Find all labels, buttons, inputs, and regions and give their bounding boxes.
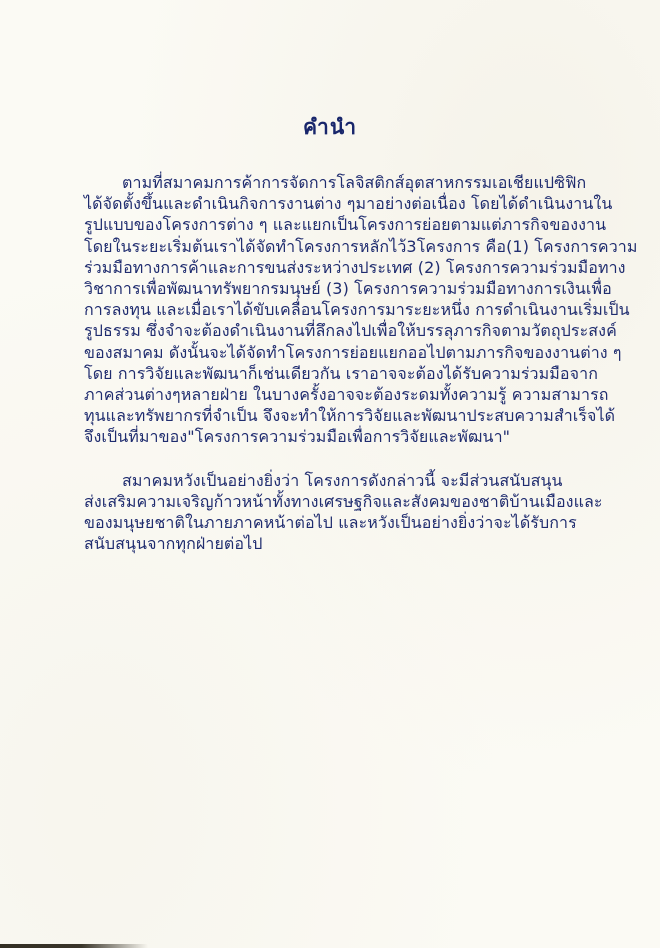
text-line: ภาคส่วนต่างๆหลายฝ่าย ในบางครั้งอาจจะต้องระดมทั้งความรู้ ความสามารถ [84,385,609,405]
text-line: สมาคมหวังเป็นอย่างยิ่งว่า โครงการดังกล่าวนี้ จะมีส่วนสนับสนุน [122,470,563,490]
text-line: ของมนุษยชาติในภายภาคหน้าต่อไป และหวังเป็นอย่างยิ่งว่าจะได้รับการ [84,513,577,533]
text-line: ได้จัดตั้งขึ้นและดำเนินกิจการงานต่าง ๆมาอย่างต่อเนื่อง โดยได้ดำเนินงานใน [84,194,613,214]
text-line: ส่งเสริมความเจริญก้าวหน้าทั้งทางเศรษฐกิจและสังคมของชาติบ้านเมืองและ [84,491,603,511]
text-line: จึงเป็นที่มาของ"โครงการความร่วมมือเพื่อการวิจัยและพัฒนา" [84,427,511,447]
text-line: การลงทุน และเมื่อเราได้ขับเคลื่อนโครงการมาระยะหนึ่ง การดำเนินงานเริ่มเป็น [84,300,630,320]
page-title: คำนำ [303,115,357,139]
text-line: ของสมาคม ดังนั้นจะได้จัดทำโครงการย่อยแยกออไปตามภารกิจของงานต่าง ๆ [84,342,622,362]
text-line: ตามที่สมาคมการค้าการจัดการโลจิสติกส์อุตสาหกรรมเอเชียแปซิฟิก [122,173,587,192]
text-block [84,172,638,576]
text-line: รูปธรรม ซึ่งจำจะต้องดำเนินงานที่ลึกลงไปเพื่อให้บรรลุภารกิจตามวัตถุประสงค์ [84,321,617,341]
text-line: สนับสนุนจากทุกฝ่ายต่อไป [84,534,263,554]
text-line: โดย การวิจัยและพัฒนาก็เช่นเดียวกัน เราอาจจะต้องได้รับความร่วมมือจาก [84,363,598,383]
scan-edge-artifact [0,944,148,948]
text-line: ทุนและทรัพยากรที่จำเป็น จึงจะทำให้การวิจัยและพัฒนาประสบความสำเร็จได้ [84,406,616,426]
text-line: ร่วมมือทางการค้าและการขนส่งระหว่างประเทศ (2) โครงการความร่วมมือทาง [84,257,626,277]
text-line: รูปแบบของโครงการต่าง ๆ และแยกเป็นโครงการย่อยตามแต่ภารกิจของงาน [84,215,607,235]
text-line: โดยในระยะเริ่มต้นเราได้จัดทำโครงการหลักไว้3โครงการ คือ(1) โครงการความ [84,236,638,256]
text-line: วิชาการเพื่อพัฒนาทรัพยากรมนุษย์ (3) โครงการความร่วมมือทางการเงินเพื่อ [84,279,612,299]
preface-paragraph-1 [84,172,638,448]
preface-paragraph-2 [84,470,603,555]
